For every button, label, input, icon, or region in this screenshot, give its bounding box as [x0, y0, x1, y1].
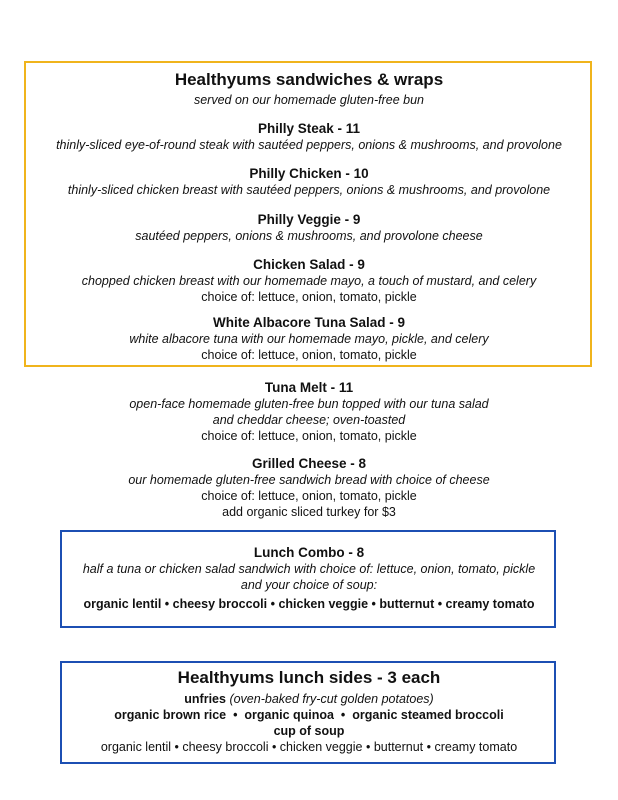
sides-title: Healthyums lunch sides - 3 each: [177, 668, 441, 687]
item-description: white albacore tuna with our homemade mayo, pickle, and celery: [129, 332, 489, 346]
sides-unfries-line: [0, 691, 618, 707]
sides-unfries-note: (oven-baked fry-cut golden potatoes): [229, 692, 434, 706]
item-choices: choice of: lettuce, onion, tomato, pickle: [201, 348, 417, 362]
item-choices: choice of: lettuce, onion, tomato, pickle: [201, 489, 417, 503]
menu-item-philly-steak: [0, 121, 618, 153]
item-name: Grilled Cheese - 8: [251, 456, 367, 471]
item-name: Philly Veggie - 9: [257, 212, 361, 227]
item-choices: choice of: lettuce, onion, tomato, pickle: [201, 429, 417, 443]
menu-item-philly-chicken: [0, 166, 618, 198]
menu-item-grilled-cheese: [0, 456, 618, 520]
menu-item-philly-veggie: [0, 212, 618, 244]
item-name: White Albacore Tuna Salad - 9: [212, 315, 406, 330]
sides-soup-options: organic lentil • cheesy broccoli • chicken veggie • butternut • creamy tomato: [100, 740, 518, 754]
menu-item-chicken-salad: [0, 257, 618, 305]
item-description: thinly-sliced chicken breast with sautéed peppers, onions & mushrooms, and provolone: [67, 183, 551, 197]
section-title: Healthyums sandwiches & wraps: [174, 70, 444, 89]
item-name: Chicken Salad - 9: [253, 257, 365, 272]
section-subtitle: served on our homemade gluten-free bun: [193, 93, 424, 107]
item-name: Philly Chicken - 10: [249, 166, 369, 181]
sides-grains: organic brown rice • organic quinoa • organic steamed broccoli: [114, 708, 504, 722]
lunch-combo: [0, 545, 618, 612]
combo-description-cont: and your choice of soup:: [240, 578, 378, 592]
item-description: chopped chicken breast with our homemade mayo, a touch of mustard, and celery: [81, 274, 537, 288]
item-description: our homemade gluten-free sandwich bread with choice of cheese: [128, 473, 490, 487]
menu-item-albacore-tuna-salad: [0, 315, 618, 363]
combo-soup-options: organic lentil • cheesy broccoli • chicken veggie • butternut • creamy tomato: [83, 597, 535, 611]
item-addon: add organic sliced turkey for $3: [222, 505, 396, 519]
sides-unfries: unfries: [184, 692, 226, 706]
menu-item-tuna-melt: [0, 380, 618, 444]
item-choices: choice of: lettuce, onion, tomato, pickle: [201, 290, 417, 304]
item-name: Philly Steak - 11: [257, 121, 361, 136]
lunch-sides: [0, 668, 618, 755]
item-name: Tuna Melt - 11: [264, 380, 354, 395]
item-description: sautéed peppers, onions & mushrooms, and provolone cheese: [135, 229, 483, 243]
combo-name: Lunch Combo - 8: [253, 545, 365, 560]
combo-description: half a tuna or chicken salad sandwich with choice of: lettuce, onion, tomato, pickle: [82, 562, 536, 576]
item-description-cont: and cheddar cheese; oven-toasted: [212, 413, 406, 427]
sandwiches-header: [0, 70, 618, 108]
item-description: open-face homemade gluten-free bun topped with our tuna salad: [129, 397, 489, 411]
sides-cup-of-soup: cup of soup: [273, 724, 345, 738]
item-description: thinly-sliced eye-of-round steak with sautéed peppers, onions & mushrooms, and provolone: [56, 138, 562, 152]
